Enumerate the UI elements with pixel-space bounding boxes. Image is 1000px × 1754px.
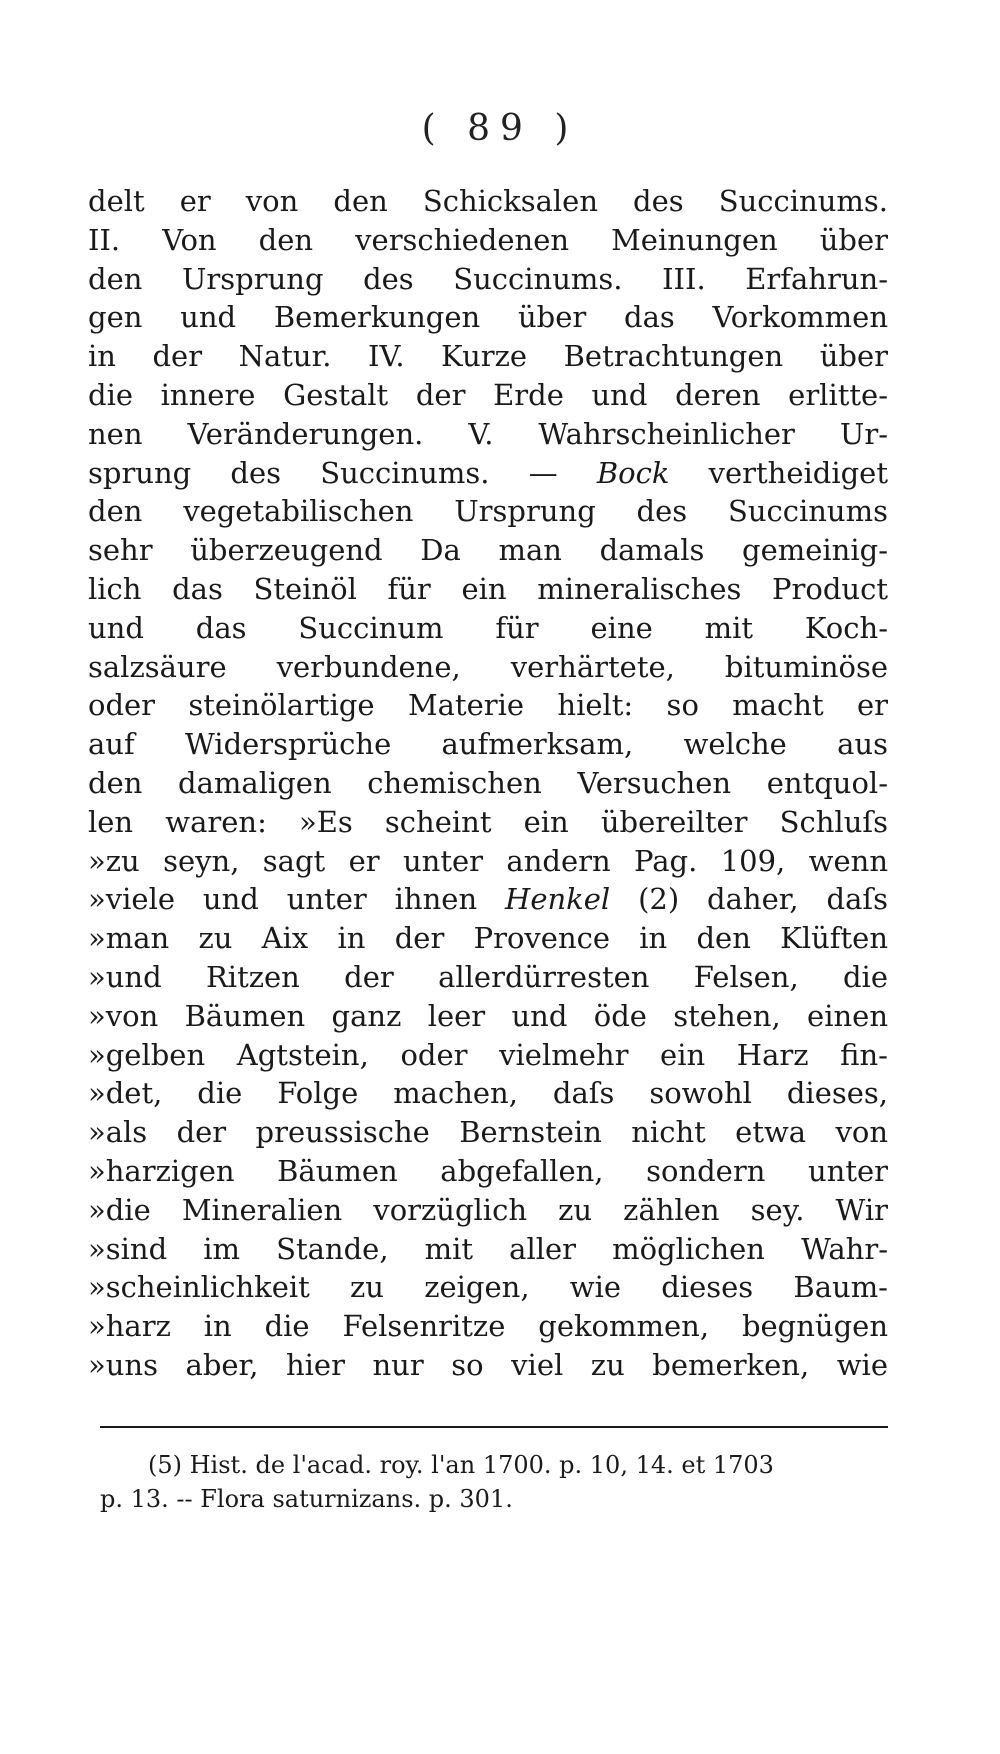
text-line-19 bbox=[88, 880, 888, 919]
text-line-30: »harz in die Felsenritze gekommen, begnügen bbox=[88, 1309, 888, 1344]
text-line-7: nen Veränderungen. V. Wahrscheinlicher Ur- bbox=[88, 416, 888, 451]
text-line-4: gen und Bemerkungen über das Vorkommen bbox=[88, 300, 888, 335]
footnote bbox=[100, 1448, 880, 1516]
text-line-29: »scheinlichkeit zu zeigen, wie dieses Baum- bbox=[88, 1270, 888, 1305]
text-line-17: len waren: »Es scheint ein übereilter Schluſs bbox=[88, 804, 888, 839]
text-line-19-end: (2) daher, daſs bbox=[610, 882, 888, 917]
text-line-13: salzsäure verbundene, verhärtete, bituminöse bbox=[88, 649, 888, 684]
text-line-27: »die Mineralien vorzüglich zu zählen sey. Wir bbox=[88, 1192, 888, 1227]
text-line-20: »man zu Aix in der Provence in den Klüften bbox=[88, 921, 888, 956]
text-line-1: delt er von den Schicksalen des Succinums. bbox=[88, 184, 888, 218]
text-line-21: »und Ritzen der allerdürresten Felsen, die bbox=[88, 959, 888, 994]
author-name-henkel: Henkel bbox=[505, 882, 611, 917]
text-line-6: die innere Gestalt der Erde und deren erlitte- bbox=[88, 377, 888, 412]
footnote-divider bbox=[100, 1426, 888, 1428]
page-number: ( 89 ) bbox=[421, 108, 579, 149]
text-line-26: »harzigen Bäumen abgefallen, sondern unter bbox=[88, 1153, 888, 1188]
text-line-23: »gelben Agtstein, oder vielmehr ein Harz fin- bbox=[88, 1037, 888, 1072]
body-text bbox=[88, 182, 888, 1385]
text-line-8-start: sprung des Succinums. — bbox=[88, 455, 597, 490]
text-line-9: den vegetabilischen Ursprung des Succinums bbox=[88, 494, 888, 529]
text-line-31: »uns aber, hier nur so viel zu bemerken, wie bbox=[88, 1347, 888, 1382]
text-line-8 bbox=[88, 454, 888, 493]
text-line-10: sehr überzeugend Da man damals gemeinig- bbox=[88, 533, 888, 568]
text-line-8-end: vertheidiget bbox=[669, 455, 888, 490]
text-line-3: den Ursprung des Succinums. III. Erfahrun- bbox=[88, 261, 888, 296]
text-line-25: »als der preussische Bernstein nicht etwa von bbox=[88, 1115, 888, 1150]
text-line-15: auf Widersprüche aufmerksam, welche aus bbox=[88, 727, 888, 762]
text-line-5: in der Natur. IV. Kurze Betrachtungen über bbox=[88, 339, 888, 374]
text-line-2: II. Von den verschiedenen Meinungen über bbox=[88, 222, 888, 257]
footnote-line-1: (5) Hist. de l'acad. roy. l'an 1700. p. 10, 14. et 1703 bbox=[148, 1451, 774, 1479]
text-line-14: oder steinölartige Materie hielt: so macht er bbox=[88, 688, 888, 723]
text-line-24: »det, die Folge machen, daſs sowohl dieses, bbox=[88, 1076, 888, 1111]
footnote-line-2: p. 13. -- Flora saturnizans. p. 301. bbox=[100, 1485, 513, 1513]
text-line-16: den damaligen chemischen Versuchen entquol- bbox=[88, 765, 888, 800]
text-line-19-start: »viele und unter ihnen bbox=[88, 882, 506, 917]
text-line-12: und das Succinum für eine mit Koch- bbox=[88, 610, 888, 645]
text-line-28: »sind im Stande, mit aller möglichen Wahr- bbox=[88, 1231, 888, 1266]
author-name-bock: Bock bbox=[596, 455, 670, 490]
text-line-11: lich das Steinöl für ein mineralisches Product bbox=[88, 571, 888, 606]
text-line-18: »zu seyn, sagt er unter andern Pag. 109, wenn bbox=[88, 843, 888, 878]
text-line-22: »von Bäumen ganz leer und öde stehen, einen bbox=[88, 998, 888, 1033]
